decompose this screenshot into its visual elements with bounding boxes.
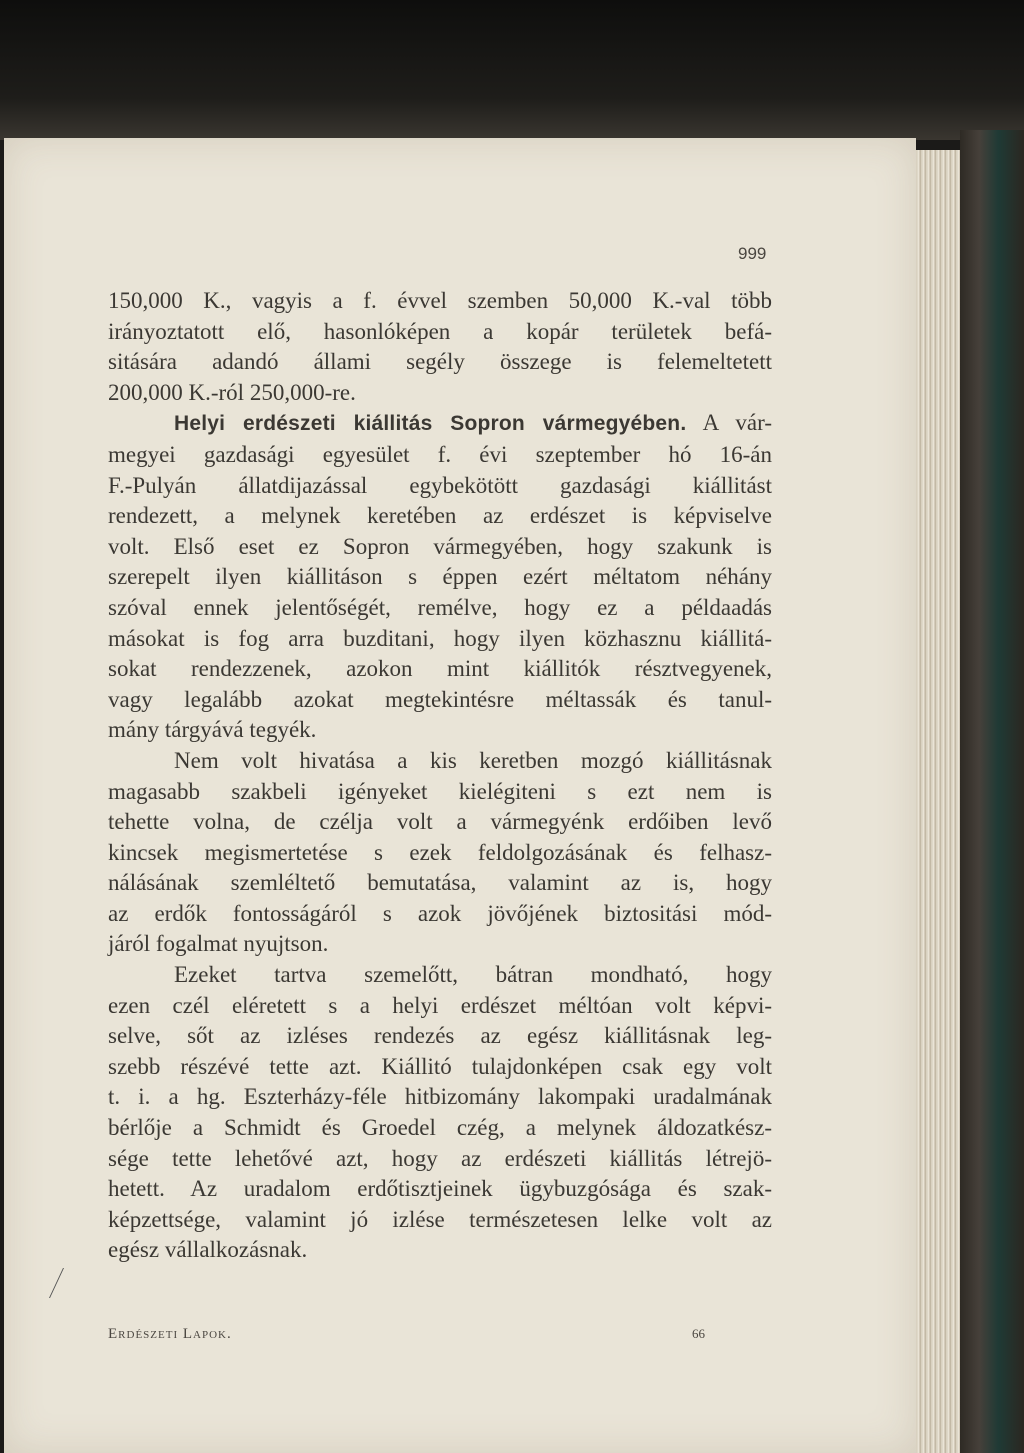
text-line: sokat rendezzenek, azokon mint kiállitók résztvegyenek, [108,656,772,682]
text-line: ezen czél eléretett s a helyi erdészet méltóan volt képvi- [108,992,772,1018]
text-line: járól fogalmat nyujtson. [108,931,329,957]
text-line: volt. Első eset ez Sopron vármegyében, hogy szakunk is [108,533,772,559]
book-binding [960,130,1024,1453]
page-edges [912,150,960,1453]
text-line: selve, sőt az izléses rendezés az egész kiállitásnak leg- [108,1023,772,1049]
text-line: 200,000 K.-ról 250,000-re. [108,379,356,405]
text-line: szóval ennek jelentőségét, remélve, hogy ez a példaadás [108,594,772,620]
text-line: Ezeket tartva szemelőtt, bátran mondható, hogy [174,962,772,988]
text-line: magasabb szakbeli igényeket kielégiteni s ezt nem is [108,778,772,804]
text-line: t. i. a hg. Eszterházy-féle hitbizomány lakompaki uradalmának [108,1084,772,1110]
text-line: Nem volt hivatása a kis keretben mozgó kiállitásnak [174,747,772,773]
text-line: tehette volna, de czélja volt a vármegyénk erdőiben levő [108,809,772,835]
page-footer [108,1326,708,1343]
section-heading-line [108,408,772,440]
text-line: F.-Pulyán állatdijazással egybekötött gazdasági kiállitást [108,472,772,498]
page-number: 999 [738,244,767,263]
text-line: bérlője a Schmidt és Groedel czég, a melynek áldozatkész- [108,1115,772,1141]
text-line: sitására adandó állami segély összege is felemeltetett [108,349,772,375]
heading-tail: A vár- [686,410,772,436]
text-line: egész vállalkozásnak. [108,1237,308,1263]
text-line: rendezett, a melynek keretében az erdészet is képviselve [108,503,772,529]
text-line: 150,000 K., vagyis a f. évvel szemben 50,000 K.-val több [108,288,772,313]
text-line: megyei gazdasági egyesület f. évi szeptember hó 16-án [108,441,772,467]
text-line: képzettsége, valamint jó izlése természetesen lelke volt az [108,1206,772,1232]
journal-title: Erdészeti Lapok. [108,1326,232,1342]
text-line: kincsek megismertetése s ezek feldolgozásának és felhasz- [108,839,772,865]
body-text [108,286,772,1266]
text-line: szebb részévé tette azt. Kiállitó tulajdonképen csak egy volt [108,1053,772,1079]
section-heading: Helyi erdészeti kiállitás Sopron vármegyében. [174,412,687,436]
text-line: vagy legalább azokat megtekintésre méltassák és tanul- [108,686,772,712]
text-line: szerepelt ilyen kiállitáson s éppen ezért méltatom néhány [108,564,772,590]
text-line: nálásának szemléltető bemutatása, valamint az is, hogy [108,870,772,896]
sheet-number: 66 [692,1326,705,1341]
text-line: sége tette lehetővé azt, hogy az erdészeti kiállitás létrejö- [108,1145,772,1171]
scan-background-top [0,0,1024,140]
text-line: mány tárgyává tegyék. [108,717,317,743]
text-line: az erdők fontosságáról s azok jövőjének biztositási mód- [108,900,772,926]
text-line: hetett. Az uradalom erdőtisztjeinek ügybuzgósága és szak- [108,1176,772,1202]
text-line: irányoztatott elő, hasonlóképen a kopár területek befá- [108,318,772,344]
text-line: másokat is fog arra buzditani, hogy ilyen közhasznu kiállitá- [108,625,772,651]
